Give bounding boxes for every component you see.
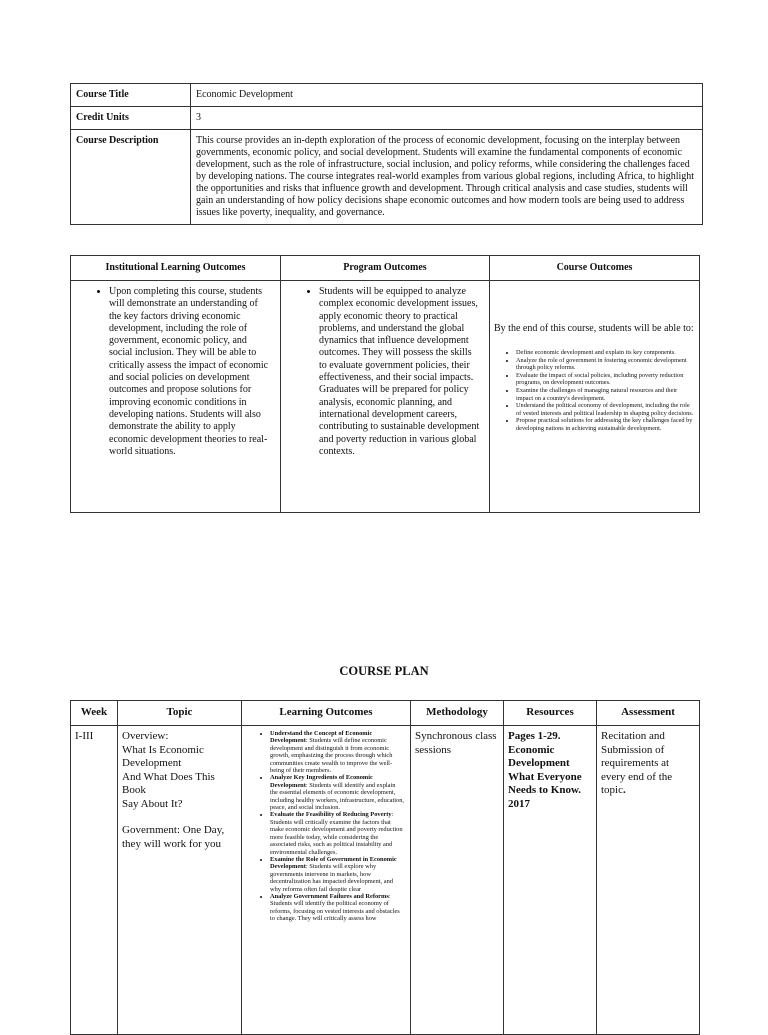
assessment-cell: Recitation and Submission of requirements at every end of the topic. — [597, 726, 700, 1035]
credit-units-label: Credit Units — [71, 107, 191, 130]
course-outcomes-list — [494, 349, 695, 433]
course-description-label: Course Description — [71, 130, 191, 225]
topic-header: Topic — [118, 701, 242, 726]
course-outcome-item: • Examine the challenges of managing natural resources and their impact on a country's development. — [516, 387, 695, 402]
learning-outcomes-list — [244, 730, 404, 923]
learning-outcomes-cell — [242, 726, 411, 1035]
topic-cell — [118, 726, 242, 1035]
resources-cell: Pages 1-29. Economic Development What Everyone Needs to Know. 2017 — [504, 726, 597, 1035]
course-outcome-item: • Define economic development and explain its key components. — [516, 349, 695, 357]
table-row — [71, 726, 700, 1035]
program-outcome-text: • Students will be equipped to analyze complex economic development issues, apply economic theory to practical problems, and understand the global dynamics that influence development outcomes. They will possess the skills to evaluate government policies, their effectiveness, and their social impacts. Graduates will be prepared for policy analysis, economic planning, and international development careers, contributing to sustainable development and poverty reduction in various global contexts. — [319, 286, 481, 458]
learning-outcomes-header: Learning Outcomes — [242, 701, 411, 726]
course-title-value: Economic Development — [191, 84, 703, 107]
list-item: • Evaluate the Feasibility of Reducing Poverty: Students will critically examine the factors that make economic development and poverty reduction more feasible today, while considering the associated risks, such as political instability and environmental challenges. — [270, 811, 404, 855]
institutional-outcomes-cell — [71, 281, 281, 513]
institutional-outcome-text: • Upon completing this course, students will demonstrate an understanding of the key factors driving economic development, including the role of government, economic policy, and social inclusion. They will be able to critically assess the impact of economic and social policies on development outcomes and propose solutions for improving economic conditions in developing nations. Students will also demonstrate the ability to apply economic development theories to real-world situations. — [109, 286, 272, 458]
topic-line: And What Does This — [122, 770, 215, 783]
methodology-header: Methodology — [411, 701, 504, 726]
course-outcome-item: • Propose practical solutions for addressing the key challenges faced by developing nations in achieving sustainable development. — [516, 417, 695, 432]
topic-line: they will work for you — [122, 837, 221, 850]
course-outcome-item: • Understand the political economy of development, including the role of vested interests and political leadership in shaping policy decisions. — [516, 402, 695, 417]
outcomes-table — [70, 255, 700, 513]
list-item: • Examine the Role of Government in Economic Development: Students will explore why governments intervene in markets, how decentralization has impacted development, and why reforms often fail despite clear — [270, 856, 404, 893]
course-description-value: This course provides an in-depth exploration of the process of economic development, focusing on the interplay between governments, economic policy, and social development. Students will examine the fundamental components of economic development, such as the role of infrastructure, social inclusion, and policy reforms, while considering the challenges faced by developing nations. The course integrates real-world examples from various global regions, including Africa, to highlight the opportunities and risks that influence growth and development. Through critical analysis and case studies, students will gain an understanding of how policy decisions shape economic outcomes and how modern tools are being used to address issues like poverty, inequality, and governance. — [191, 130, 703, 225]
credit-units-value: 3 — [191, 107, 703, 130]
topic-line: Overview: — [122, 730, 169, 742]
course-outcomes-cell — [490, 281, 700, 513]
list-item: • Understand the Concept of Economic Development: Students will define economic development and distinguish it from economic growth, emphasizing the process through which communities create wealth to improve the well-being of their members. — [270, 730, 404, 774]
institutional-outcomes-header: Institutional Learning Outcomes — [71, 256, 281, 281]
course-plan-table — [70, 700, 700, 1035]
list-item: • Analyze Government Failures and Reforms: Students will identify the political economy of reforms, focusing on vested interests and obstacles to change. They will critically assess how — [270, 893, 404, 923]
week-cell: I-III — [71, 726, 118, 1035]
course-info-table — [70, 83, 703, 225]
topic-line: What Is Economic — [122, 743, 204, 756]
course-outcomes-intro: By the end of this course, students will be able to: — [494, 323, 694, 334]
topic-line: Book — [122, 784, 146, 796]
course-title-label: Course Title — [71, 84, 191, 107]
program-outcomes-cell — [281, 281, 490, 513]
methodology-cell: Synchronous class sessions — [411, 726, 504, 1035]
course-outcomes-header: Course Outcomes — [490, 256, 700, 281]
resources-header: Resources — [504, 701, 597, 726]
topic-line: Say About It? — [122, 797, 183, 810]
topic-line: Development — [122, 757, 182, 769]
week-header: Week — [71, 701, 118, 726]
program-outcomes-header: Program Outcomes — [281, 256, 490, 281]
list-item: • Analyze Key Ingredients of Economic Development: Students will identify and explain the essential elements of economic development, including healthy workers, infrastructure, education, peace, and social inclusion. — [270, 774, 404, 811]
course-outcome-item: • Evaluate the impact of social policies, including poverty reduction programs, on development outcomes. — [516, 372, 695, 387]
assessment-header: Assessment — [597, 701, 700, 726]
topic-line: Government: One Day, — [122, 824, 225, 836]
course-outcome-item: • Analyze the role of government in fostering economic development through policy reforms. — [516, 357, 695, 372]
course-plan-heading: COURSE PLAN — [339, 664, 429, 678]
